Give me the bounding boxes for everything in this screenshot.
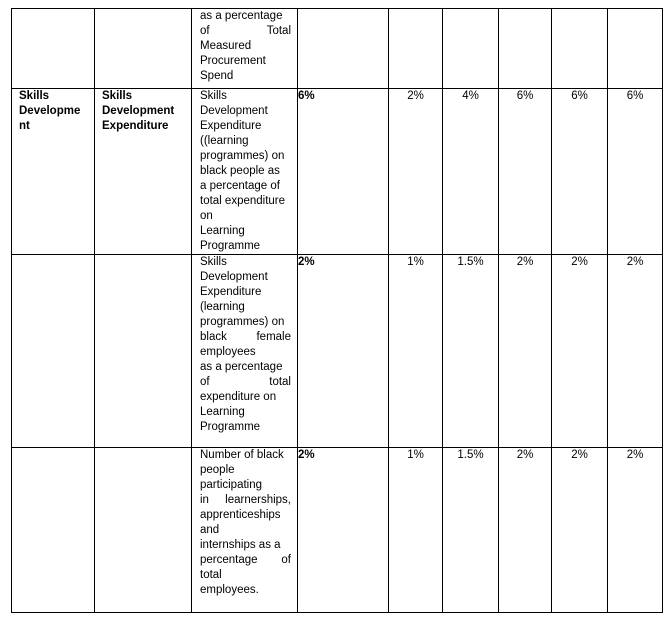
- year-value-text: 6%: [516, 90, 534, 102]
- cell-key-area: [12, 448, 95, 613]
- criterion-line: in learnerships,: [200, 494, 291, 506]
- year-value-text: 2%: [407, 90, 424, 102]
- cell-target: 6%: [298, 89, 389, 255]
- criterion-line: internships as a: [200, 539, 281, 551]
- table-row: [12, 89, 663, 255]
- criterion-line: black people as: [200, 165, 280, 177]
- cell-year-value: [552, 448, 608, 613]
- cell-year-value: [608, 255, 663, 448]
- criterion-line: employees.: [200, 584, 259, 596]
- criterion-line: Programme: [200, 240, 261, 252]
- criterion-line: Development: [200, 271, 268, 283]
- cell-criterion: [192, 89, 298, 255]
- criterion-line: Expenditure: [200, 286, 262, 298]
- criterion-text: [192, 255, 297, 435]
- criterion-text: [192, 9, 297, 84]
- table-row: [12, 255, 663, 448]
- criterion-line: percentage of: [200, 554, 291, 566]
- criterion-line: of Total: [200, 25, 291, 37]
- criterion-line: of total: [200, 376, 291, 388]
- criterion-line: and: [200, 524, 220, 536]
- year-value-text: 1.5%: [457, 449, 484, 461]
- criterion-line: total: [200, 569, 222, 581]
- cell-criterion: [192, 255, 298, 448]
- cell-year-value: [443, 89, 499, 255]
- criterion-line: programmes) on: [200, 150, 285, 162]
- table-body: [12, 9, 663, 613]
- cell-criterion: [192, 448, 298, 613]
- criterion-line: as a percentage: [200, 10, 283, 22]
- criterion-line: employees: [200, 346, 256, 358]
- criterion-line: (learning: [200, 301, 245, 313]
- cell-year-value: [552, 89, 608, 255]
- cell-year-value: [608, 448, 663, 613]
- cell-target: [298, 9, 389, 89]
- criterion-line: ((learning: [200, 135, 249, 147]
- criterion-line: a percentage of: [200, 180, 280, 192]
- cell-year-value: [443, 255, 499, 448]
- year-value-text: 2%: [571, 449, 588, 461]
- year-value-text: 4%: [462, 90, 479, 102]
- year-value-text: 1%: [407, 449, 424, 461]
- indicator-text: Skills Development Expenditure: [102, 90, 175, 132]
- cell-criterion: [192, 9, 298, 89]
- cell-year-value: [608, 89, 663, 255]
- cell-indicator: [95, 89, 192, 255]
- criterion-line: Learning: [200, 406, 245, 418]
- cell-year-value: [608, 9, 663, 89]
- criterion-line: as a percentage: [200, 361, 283, 373]
- criterion-line: Measured: [200, 40, 252, 52]
- scorecard-table: [11, 8, 663, 613]
- cell-year-value: [389, 255, 443, 448]
- year-value-text: 2%: [571, 256, 588, 268]
- criterion-line: participating: [200, 479, 263, 491]
- criterion-line: programmes) on: [200, 316, 285, 328]
- cell-target: 2%: [298, 255, 389, 448]
- cell-indicator: [95, 448, 192, 613]
- year-value-text: 1%: [407, 256, 424, 268]
- cell-year-value: [389, 448, 443, 613]
- criterion-line: Programme: [200, 421, 261, 433]
- year-value-text: 6%: [571, 90, 588, 102]
- table-row: [12, 448, 663, 613]
- criterion-line: apprenticeships: [200, 509, 281, 521]
- year-value-text: 1.5%: [457, 256, 484, 268]
- cell-target: 2%: [298, 448, 389, 613]
- criterion-line: Development: [200, 105, 268, 117]
- year-value-text: 6%: [626, 90, 644, 102]
- criterion-line: on: [200, 210, 213, 222]
- cell-year-value: [389, 9, 443, 89]
- cell-year-value: [499, 89, 552, 255]
- criterion-line: total expenditure: [200, 195, 286, 207]
- year-value-text: 2%: [516, 449, 534, 461]
- cell-year-value: [552, 255, 608, 448]
- table-row: [12, 9, 663, 89]
- criterion-line: Learning: [200, 225, 245, 237]
- cell-year-value: [443, 9, 499, 89]
- year-value-text: 2%: [626, 449, 644, 461]
- cell-year-value: [499, 9, 552, 89]
- criterion-line: Skills: [200, 256, 227, 268]
- cell-key-area: [12, 89, 95, 255]
- criterion-line: black female: [200, 331, 291, 343]
- cell-key-area: [12, 255, 95, 448]
- cell-year-value: [499, 448, 552, 613]
- cell-indicator: [95, 255, 192, 448]
- criterion-line: expenditure on: [200, 391, 277, 403]
- criterion-line: Number of black: [200, 449, 284, 461]
- cell-year-value: [443, 448, 499, 613]
- criterion-line: Expenditure: [200, 120, 262, 132]
- year-value-text: 2%: [516, 256, 534, 268]
- criterion-line: people: [200, 464, 235, 476]
- criterion-text: [192, 89, 297, 254]
- cell-year-value: [389, 89, 443, 255]
- criterion-line: Skills: [200, 90, 227, 102]
- cell-indicator: [95, 9, 192, 89]
- key-area-text: Skills Developme nt: [19, 90, 81, 132]
- criterion-line: Procurement: [200, 55, 266, 67]
- cell-year-value: [552, 9, 608, 89]
- criterion-text: [192, 448, 297, 598]
- criterion-line: Spend: [200, 70, 234, 82]
- year-value-text: 2%: [626, 256, 644, 268]
- cell-key-area: [12, 9, 95, 89]
- cell-year-value: [499, 255, 552, 448]
